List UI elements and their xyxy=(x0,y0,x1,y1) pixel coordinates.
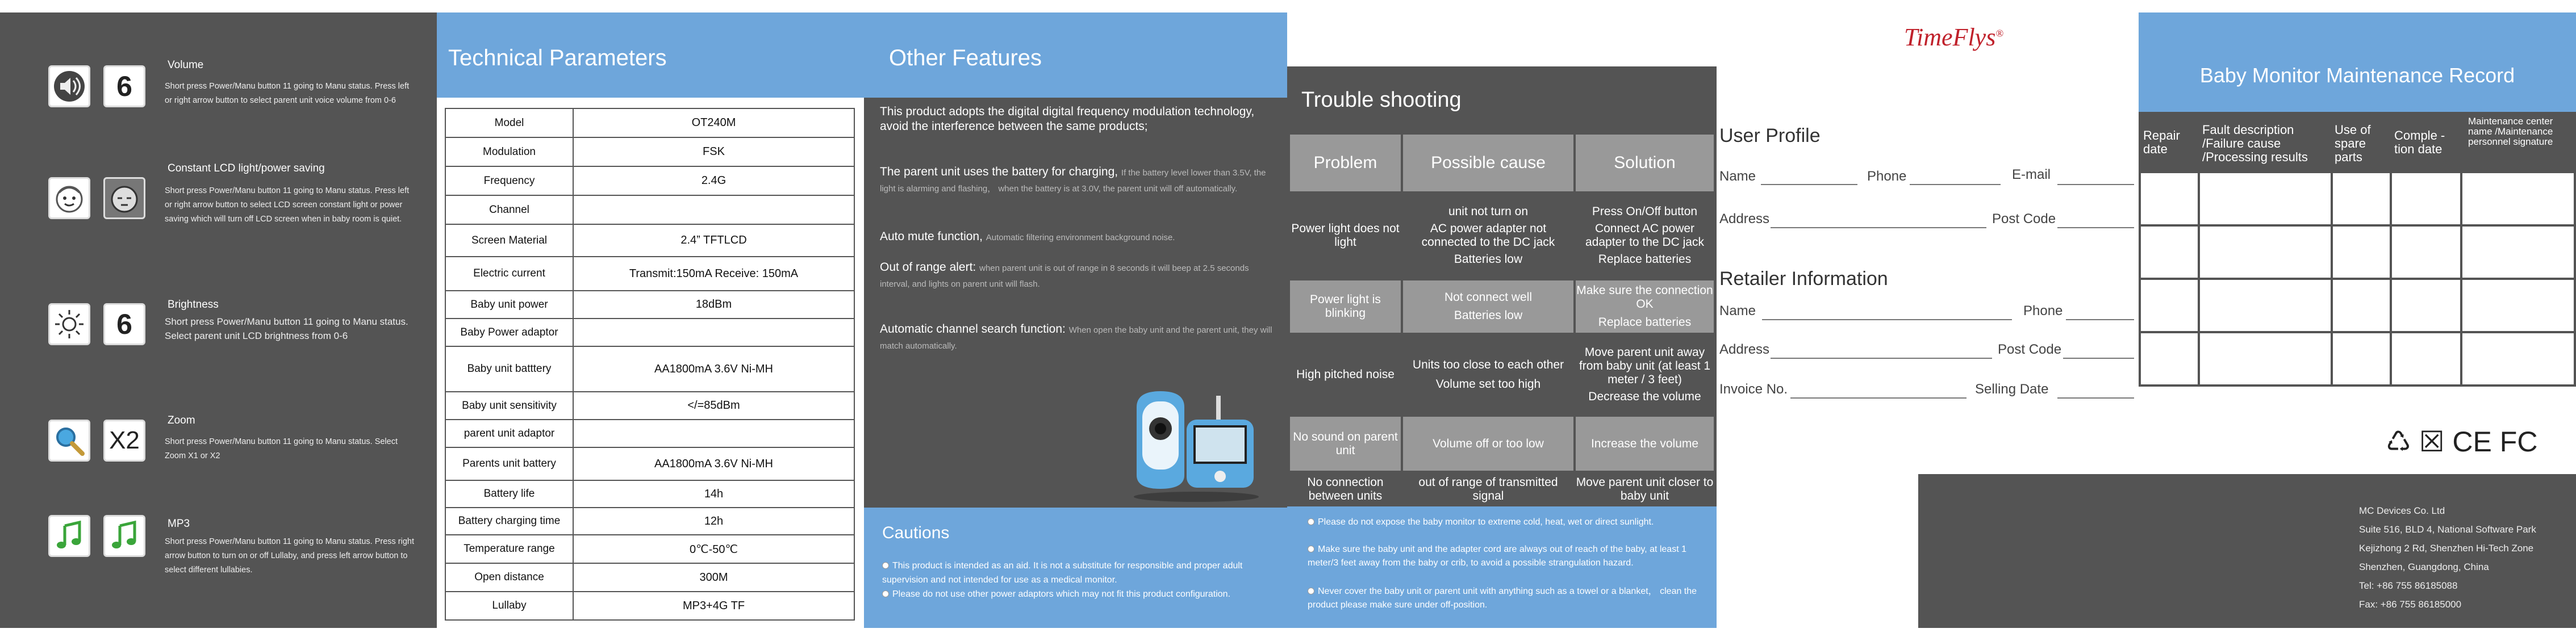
feature-title: Zoom xyxy=(168,414,195,426)
feature-title: Brightness xyxy=(168,299,219,311)
solution-line: Make sure the connection OK xyxy=(1576,284,1713,311)
problem-cell: No connection between units xyxy=(1307,476,1384,502)
table-row xyxy=(445,108,854,137)
feature-lead: Auto mute function, xyxy=(880,230,983,243)
table-cell[interactable] xyxy=(2141,333,2198,384)
param-value: AA1800mA 3.6V Ni-MH xyxy=(573,346,854,392)
table-cell[interactable] xyxy=(2462,173,2574,224)
column-header: Use of spare parts xyxy=(2335,123,2371,164)
volume-level-badge: 6 xyxy=(103,65,145,107)
column-header: Possible cause xyxy=(1403,135,1573,191)
column-header: Repair date xyxy=(2143,128,2180,156)
table-row xyxy=(445,563,854,592)
param-value: </=85dBm xyxy=(573,392,854,420)
table-cell[interactable] xyxy=(2333,333,2390,384)
invoice-line[interactable] xyxy=(1790,397,1967,399)
note-item xyxy=(1308,516,1705,529)
parameters-table xyxy=(445,108,855,621)
column-header: Fault description /Failure cause /Processing results xyxy=(2202,123,2308,164)
solution-line: Move parent unit away from baby unit (at least 1 meter / 3 feet) xyxy=(1579,346,1711,386)
table-row xyxy=(445,480,854,508)
table-cell[interactable] xyxy=(2333,227,2390,278)
table-cell[interactable] xyxy=(2200,173,2331,224)
profile-panel xyxy=(1717,12,2139,628)
dark-footer-block xyxy=(1918,474,2139,628)
brand-name: TimeFlys xyxy=(1904,23,1996,51)
caution-text: Please do not use other power adaptors which may not fit this product configuration. xyxy=(892,589,1231,599)
sun-icon xyxy=(48,303,90,345)
feature-paragraph: This product adopts the digital digital frequency modulation technology, avoid the interference between the same products; xyxy=(880,105,1255,133)
feature-lead: Automatic channel search function: xyxy=(880,322,1066,336)
param-name: Modulation xyxy=(445,137,573,166)
param-value: MP3+4G TF xyxy=(573,592,854,620)
baby-monitor-product-image xyxy=(1125,384,1267,506)
feature-detail: When open the baby unit and the parent unit, they will match automatically. xyxy=(880,325,1272,351)
company-line: Kejizhong 2 Rd, Shenzhen Hi-Tech Zone xyxy=(2359,543,2534,554)
feature-title: Constant LCD light/power saving xyxy=(168,162,325,174)
table-row xyxy=(445,420,854,447)
column-header: Comple -tion date xyxy=(2394,128,2445,156)
maintenance-record-panel xyxy=(2139,12,2576,628)
table-cell[interactable] xyxy=(2200,333,2331,384)
retailer-address-line[interactable] xyxy=(1771,358,1992,359)
feature-description: Short press Power/Manu button 11 going to Manu status. Press left or right arrow button to select LCD screen constant light or power saving which will turn off LCD screen when in baby room is quiet. xyxy=(165,186,410,224)
post-code-label: Post Code xyxy=(1992,211,2056,227)
zoom-level-badge: X2 xyxy=(103,420,145,462)
param-name: Model xyxy=(445,108,573,137)
cause-line: Not connect well xyxy=(1444,291,1533,304)
section-title: Other Features xyxy=(889,45,1042,70)
section-title: Baby Monitor Maintenance Record xyxy=(2199,64,2515,87)
post-code-label: Post Code xyxy=(1998,342,2062,357)
name-line[interactable] xyxy=(1761,184,1857,185)
company-line: Tel: +86 755 86185088 xyxy=(2359,580,2458,591)
bullet-icon xyxy=(1308,546,1314,552)
note-item xyxy=(1308,585,1705,612)
table-cell[interactable] xyxy=(2141,227,2198,278)
phone-label: Phone xyxy=(2023,303,2063,319)
music-note-icon xyxy=(48,515,90,557)
param-name: Baby unit power xyxy=(445,291,573,319)
table-row xyxy=(445,535,854,563)
music-note-icon xyxy=(103,515,145,557)
feature-paragraph xyxy=(880,322,1277,354)
retailer-post-code-line[interactable] xyxy=(2063,358,2134,359)
retailer-phone-line[interactable] xyxy=(2066,319,2134,320)
company-line: MC Devices Co. Ltd xyxy=(2359,505,2445,516)
table-row xyxy=(445,592,854,620)
param-value: Transmit:150mA Receive: 150mA xyxy=(573,257,854,291)
table-row xyxy=(445,166,854,195)
param-name: Baby unit batttery xyxy=(445,346,573,392)
param-name: Channel xyxy=(445,195,573,224)
caution-text: This product is intended as an aid. It is not a substitute for responsible and proper adult supervision and not intended for use as a medical monitor. xyxy=(882,561,1243,585)
invoice-label: Invoice No. xyxy=(1719,382,1788,397)
table-cell[interactable] xyxy=(2200,227,2331,278)
cause-line: Batteries low xyxy=(1454,253,1523,266)
safety-notes xyxy=(1287,506,1717,628)
cautions-title: Cautions xyxy=(882,523,950,542)
address-label: Address xyxy=(1719,211,1770,227)
section-header xyxy=(864,12,1287,98)
section-header xyxy=(1287,66,1717,132)
company-line: Fax: +86 755 86185000 xyxy=(2359,599,2462,610)
feature-detail: Automatic filtering environment background noise. xyxy=(986,233,1175,242)
phone-line[interactable] xyxy=(1910,184,2001,185)
note-text: Please do not expose the baby monitor to extreme cold, heat, wet or direct sunlight. xyxy=(1318,517,1654,527)
email-line[interactable] xyxy=(2057,184,2134,185)
company-line: Shenzhen, Guangdong, China xyxy=(2359,562,2489,572)
speaker-icon xyxy=(48,65,90,107)
problem-cell: Power light is blinking xyxy=(1290,280,1401,333)
param-value: 12h xyxy=(573,508,854,535)
face-icon xyxy=(48,177,90,219)
cause-cell: out of range of transmitted signal xyxy=(1418,476,1558,502)
certification-marks: ♺ ☒ CE FC xyxy=(2386,426,2538,458)
param-name: Battery life xyxy=(445,480,573,508)
param-value: 2.4G xyxy=(573,166,854,195)
param-value: 14h xyxy=(573,480,854,508)
sleeping-face-icon xyxy=(103,177,145,219)
address-line[interactable] xyxy=(1771,227,1986,228)
bullet-icon xyxy=(882,590,889,597)
table-cell[interactable] xyxy=(2392,173,2460,224)
cause-cell xyxy=(1403,335,1573,414)
section-title: Technical Parameters xyxy=(448,45,667,70)
param-value: 0℃-50℃ xyxy=(573,535,854,563)
company-info-block xyxy=(2139,474,2576,628)
feature-description: Short press Power/Manu button 11 going to Manu status. Press left or right arrow button to select parent unit voice volume from 0-6 xyxy=(165,82,410,105)
note-item xyxy=(1308,543,1705,570)
bullet-icon xyxy=(1308,588,1314,594)
column-header: Problem xyxy=(1290,135,1401,191)
column-header: Maintenance center name /Maintenance personnel signature xyxy=(2468,116,2553,147)
bullet-icon xyxy=(882,562,889,569)
magnifier-icon xyxy=(48,420,90,462)
param-name: Battery charging time xyxy=(445,508,573,535)
param-value xyxy=(573,319,854,346)
cause-line: Batteries low xyxy=(1454,309,1523,322)
record-table-header xyxy=(2139,112,2576,171)
address-label: Address xyxy=(1719,342,1770,357)
email-label: E-mail xyxy=(2012,167,2051,182)
param-name: Baby Power adaptor xyxy=(445,319,573,346)
feature-description: Short press Power/Manu button 11 going to Manu status. Select Zoom X1 or X2 xyxy=(165,437,398,460)
param-value: FSK xyxy=(573,137,854,166)
retailer-name-line[interactable] xyxy=(1762,319,2012,320)
solution-cell: Increase the volume xyxy=(1576,417,1714,471)
param-value: 18dBm xyxy=(573,291,854,319)
table-cell[interactable] xyxy=(2392,333,2460,384)
table-row xyxy=(445,319,854,346)
table-row xyxy=(445,224,854,257)
caution-item xyxy=(882,559,1274,587)
param-name: Electric current xyxy=(445,257,573,291)
settings-panel xyxy=(0,12,437,628)
problem-cell: High pitched noise xyxy=(1296,368,1395,381)
table-row xyxy=(445,346,854,392)
name-label: Name xyxy=(1719,169,1756,184)
param-value: 2.4” TFTLCD xyxy=(573,224,854,257)
table-cell[interactable] xyxy=(2141,280,2198,331)
cause-line: AC power adapter not connected to the DC jack xyxy=(1421,222,1555,249)
param-name: Screen Material xyxy=(445,224,573,257)
brightness-level-badge: 6 xyxy=(103,303,145,345)
other-features-panel xyxy=(864,12,1287,628)
selling-date-label: Selling Date xyxy=(1975,382,2049,397)
selling-date-line[interactable] xyxy=(2057,397,2134,399)
note-text: Never cover the baby unit or parent unit with anything such as a towel or a blanket， clean the product please make sure under off-position. xyxy=(1308,586,1697,610)
param-value: AA1800mA 3.6V Ni-MH xyxy=(573,447,854,480)
table-cell[interactable] xyxy=(2141,173,2198,224)
feature-lead: The parent unit uses the battery for charging, xyxy=(880,165,1118,178)
table-row xyxy=(445,291,854,319)
problem-cell: No sound on parent unit xyxy=(1290,417,1401,471)
cause-cell xyxy=(1403,280,1573,333)
record-table-grid xyxy=(2139,171,2576,387)
problem-cell: Power light does not light xyxy=(1291,222,1400,249)
table-cell[interactable] xyxy=(2462,227,2574,278)
section-title: Trouble shooting xyxy=(1301,88,1462,112)
solution-line: Connect AC power adapter to the DC jack xyxy=(1585,222,1704,249)
param-value xyxy=(573,195,854,224)
table-cell[interactable] xyxy=(2392,227,2460,278)
param-name: Lullaby xyxy=(445,592,573,620)
feature-detail: If the battery level lower than 3.5V, the light is alarming and flashing， when the battery is at 3.0V, the parent unit will off automatically. xyxy=(880,168,1266,194)
feature-lead: Out of range alert: xyxy=(880,261,976,274)
user-profile-title: User Profile xyxy=(1719,125,1821,146)
phone-label: Phone xyxy=(1867,169,1907,184)
table-row xyxy=(445,137,854,166)
troubleshooting-panel xyxy=(1287,12,1717,628)
retailer-title: Retailer Information xyxy=(1719,268,1888,290)
post-code-line[interactable] xyxy=(2057,227,2134,228)
cause-line: unit not turn on xyxy=(1448,205,1529,218)
param-name: Frequency xyxy=(445,166,573,195)
solution-cell: Move parent unit closer to baby unit xyxy=(1576,476,1714,502)
feature-description: Short press Power/Manu button 11 going to Manu status. Press right arrow button to turn on or off Lullaby, and press left arrow button to select different lullabies. xyxy=(165,537,414,575)
solution-line: Replace batteries xyxy=(1598,316,1692,329)
table-row xyxy=(445,392,854,420)
cause-line: Volume set too high xyxy=(1435,378,1541,391)
company-line: Suite 516, BLD 4, National Software Park xyxy=(2359,524,2536,535)
name-label: Name xyxy=(1719,303,1756,319)
param-value xyxy=(573,420,854,447)
table-row xyxy=(445,257,854,291)
solution-cell xyxy=(1576,193,1714,278)
feature-title: Volume xyxy=(168,59,204,71)
solution-line: Press On/Off button xyxy=(1592,205,1698,218)
feature-description: Short press Power/Manu button 11 going to Manu status. Select parent unit LCD brightness from 0-6 xyxy=(165,316,408,341)
cause-cell xyxy=(1403,193,1573,278)
solution-cell xyxy=(1576,280,1714,333)
feature-detail: when parent unit is out of range in 8 seconds it will beep at 2.5 seconds interval, and lights on parent unit will flash. xyxy=(880,263,1249,289)
table-cell[interactable] xyxy=(2333,280,2390,331)
table-row xyxy=(445,195,854,224)
column-header: Solution xyxy=(1576,135,1714,191)
param-value: OT240M xyxy=(573,108,854,137)
technical-parameters-panel xyxy=(437,12,864,628)
caution-item xyxy=(882,587,1274,601)
param-name: Baby unit sensitivity xyxy=(445,392,573,420)
brand-logo: TimeFlys® xyxy=(1904,23,2004,51)
feature-paragraph xyxy=(880,260,1277,292)
table-row xyxy=(445,447,854,480)
feature-paragraph xyxy=(880,165,1277,196)
table-cell[interactable] xyxy=(2462,333,2574,384)
solution-cell xyxy=(1576,335,1714,414)
feature-paragraph xyxy=(880,229,1277,245)
feature-title: MP3 xyxy=(168,518,190,530)
bullet-icon xyxy=(1308,518,1314,525)
param-value: 300M xyxy=(573,563,854,592)
cause-cell: Volume off or too low xyxy=(1403,417,1573,471)
param-name: Temperature range xyxy=(445,535,573,563)
table-cell[interactable] xyxy=(2200,280,2331,331)
cause-line: Units too close to each other xyxy=(1412,358,1564,371)
solution-line: Replace batteries xyxy=(1598,253,1692,266)
table-row xyxy=(445,508,854,535)
table-cell[interactable] xyxy=(2333,173,2390,224)
solution-line: Decrease the volume xyxy=(1588,390,1701,403)
table-cell[interactable] xyxy=(2462,280,2574,331)
param-name: Parents unit battery xyxy=(445,447,573,480)
cautions-box xyxy=(864,508,1287,628)
param-name: parent unit adaptor xyxy=(445,420,573,447)
section-header xyxy=(2139,12,2576,112)
table-cell[interactable] xyxy=(2392,280,2460,331)
section-header xyxy=(437,12,864,98)
note-text: Make sure the baby unit and the adapter cord are always out of reach of the baby, at least 1 meter/3 feet away from the baby or crib, to avoid a possible strangulation hazard. xyxy=(1308,544,1686,568)
param-name: Open distance xyxy=(445,563,573,592)
